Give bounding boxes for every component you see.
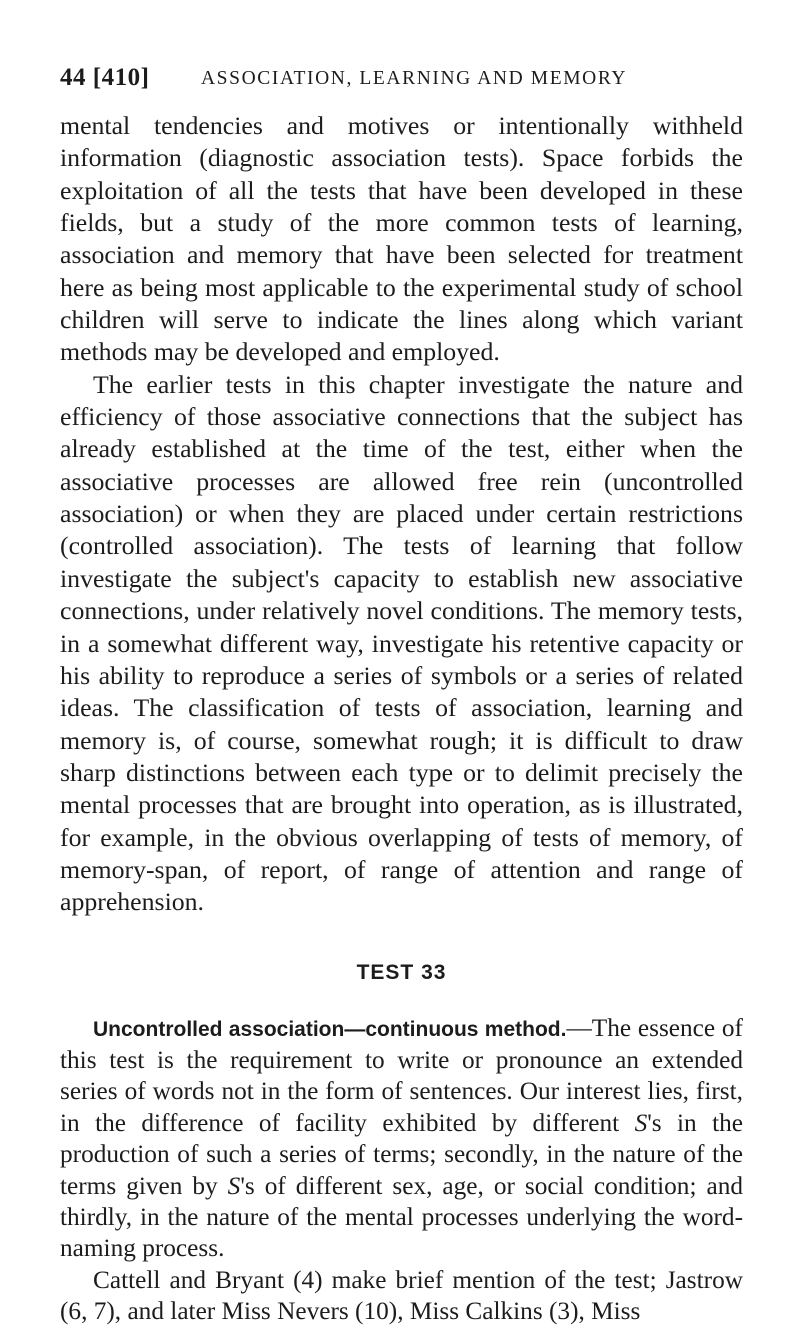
test-text-part-1: —The essence of this test is the requirement to write or pronounce an extended series of words not in the form of sentences. Our interest lies, first, in the difference of facility exhibited by different: [60, 1013, 743, 1137]
test-citation: Cattell and Bryant (4) make brief mention of the test; Jastrow (6, 7), and later Miss Nevers (10), Miss Calkins (3), Miss: [60, 1265, 743, 1326]
test-heading: TEST 33: [356, 960, 447, 984]
test-run-in-title: Uncontrolled association—continuous method.: [93, 1017, 567, 1041]
subject-symbol: S: [227, 1171, 241, 1200]
text-block: [60, 110, 743, 1328]
running-head: [60, 64, 780, 94]
page-number: 44 [410]: [60, 64, 150, 91]
test-text-part-2: 's in the production of such a series of terms; secondly, in the nature of the terms given by: [60, 1108, 743, 1200]
chapter-title: ASSOCIATION, LEARNING AND MEMORY: [201, 68, 628, 89]
paragraph-2: The earlier tests in this chapter investigate the nature and efficiency of those associative connections that the subject has already established at the time of the test, either when the associative processes are allowed free rein (uncontrolled association) or when they are placed under certain restrictions (controlled association). The tests of learning that follow investigate the subject's capacity to establish new associative connections, under relatively novel conditions. The memory tests, in a somewhat different way, investigate his retentive capacity or his ability to reproduce a series of symbols or a series of related ideas. The classification of tests of association, learning and memory is, of course, somewhat rough; it is difficult to draw sharp distinctions between each type or to delimit precisely the mental processes that are brought into operation, as is illustrated, for example, in the obvious overlapping of tests of memory, of memory-span, of report, of range of attention and range of apprehension.: [60, 369, 743, 917]
paragraph-1: mental tendencies and motives or intentionally withheld information (diagnostic association tests). Space forbids the exploitation of all the tests that have been developed in these fields, but a study of the more common tests of learning, association and memory that have been selected for treatment here as being most applicable to the experimental study of school children will serve to indicate the lines along which variant methods may be developed and employed.: [60, 111, 743, 367]
subject-symbol: S: [634, 1108, 648, 1137]
test-text-part-3: 's of different sex, age, or social condition; and thirdly, in the nature of the mental processes underlying the word-naming process.: [60, 1171, 743, 1263]
test-description: [60, 1013, 743, 1265]
